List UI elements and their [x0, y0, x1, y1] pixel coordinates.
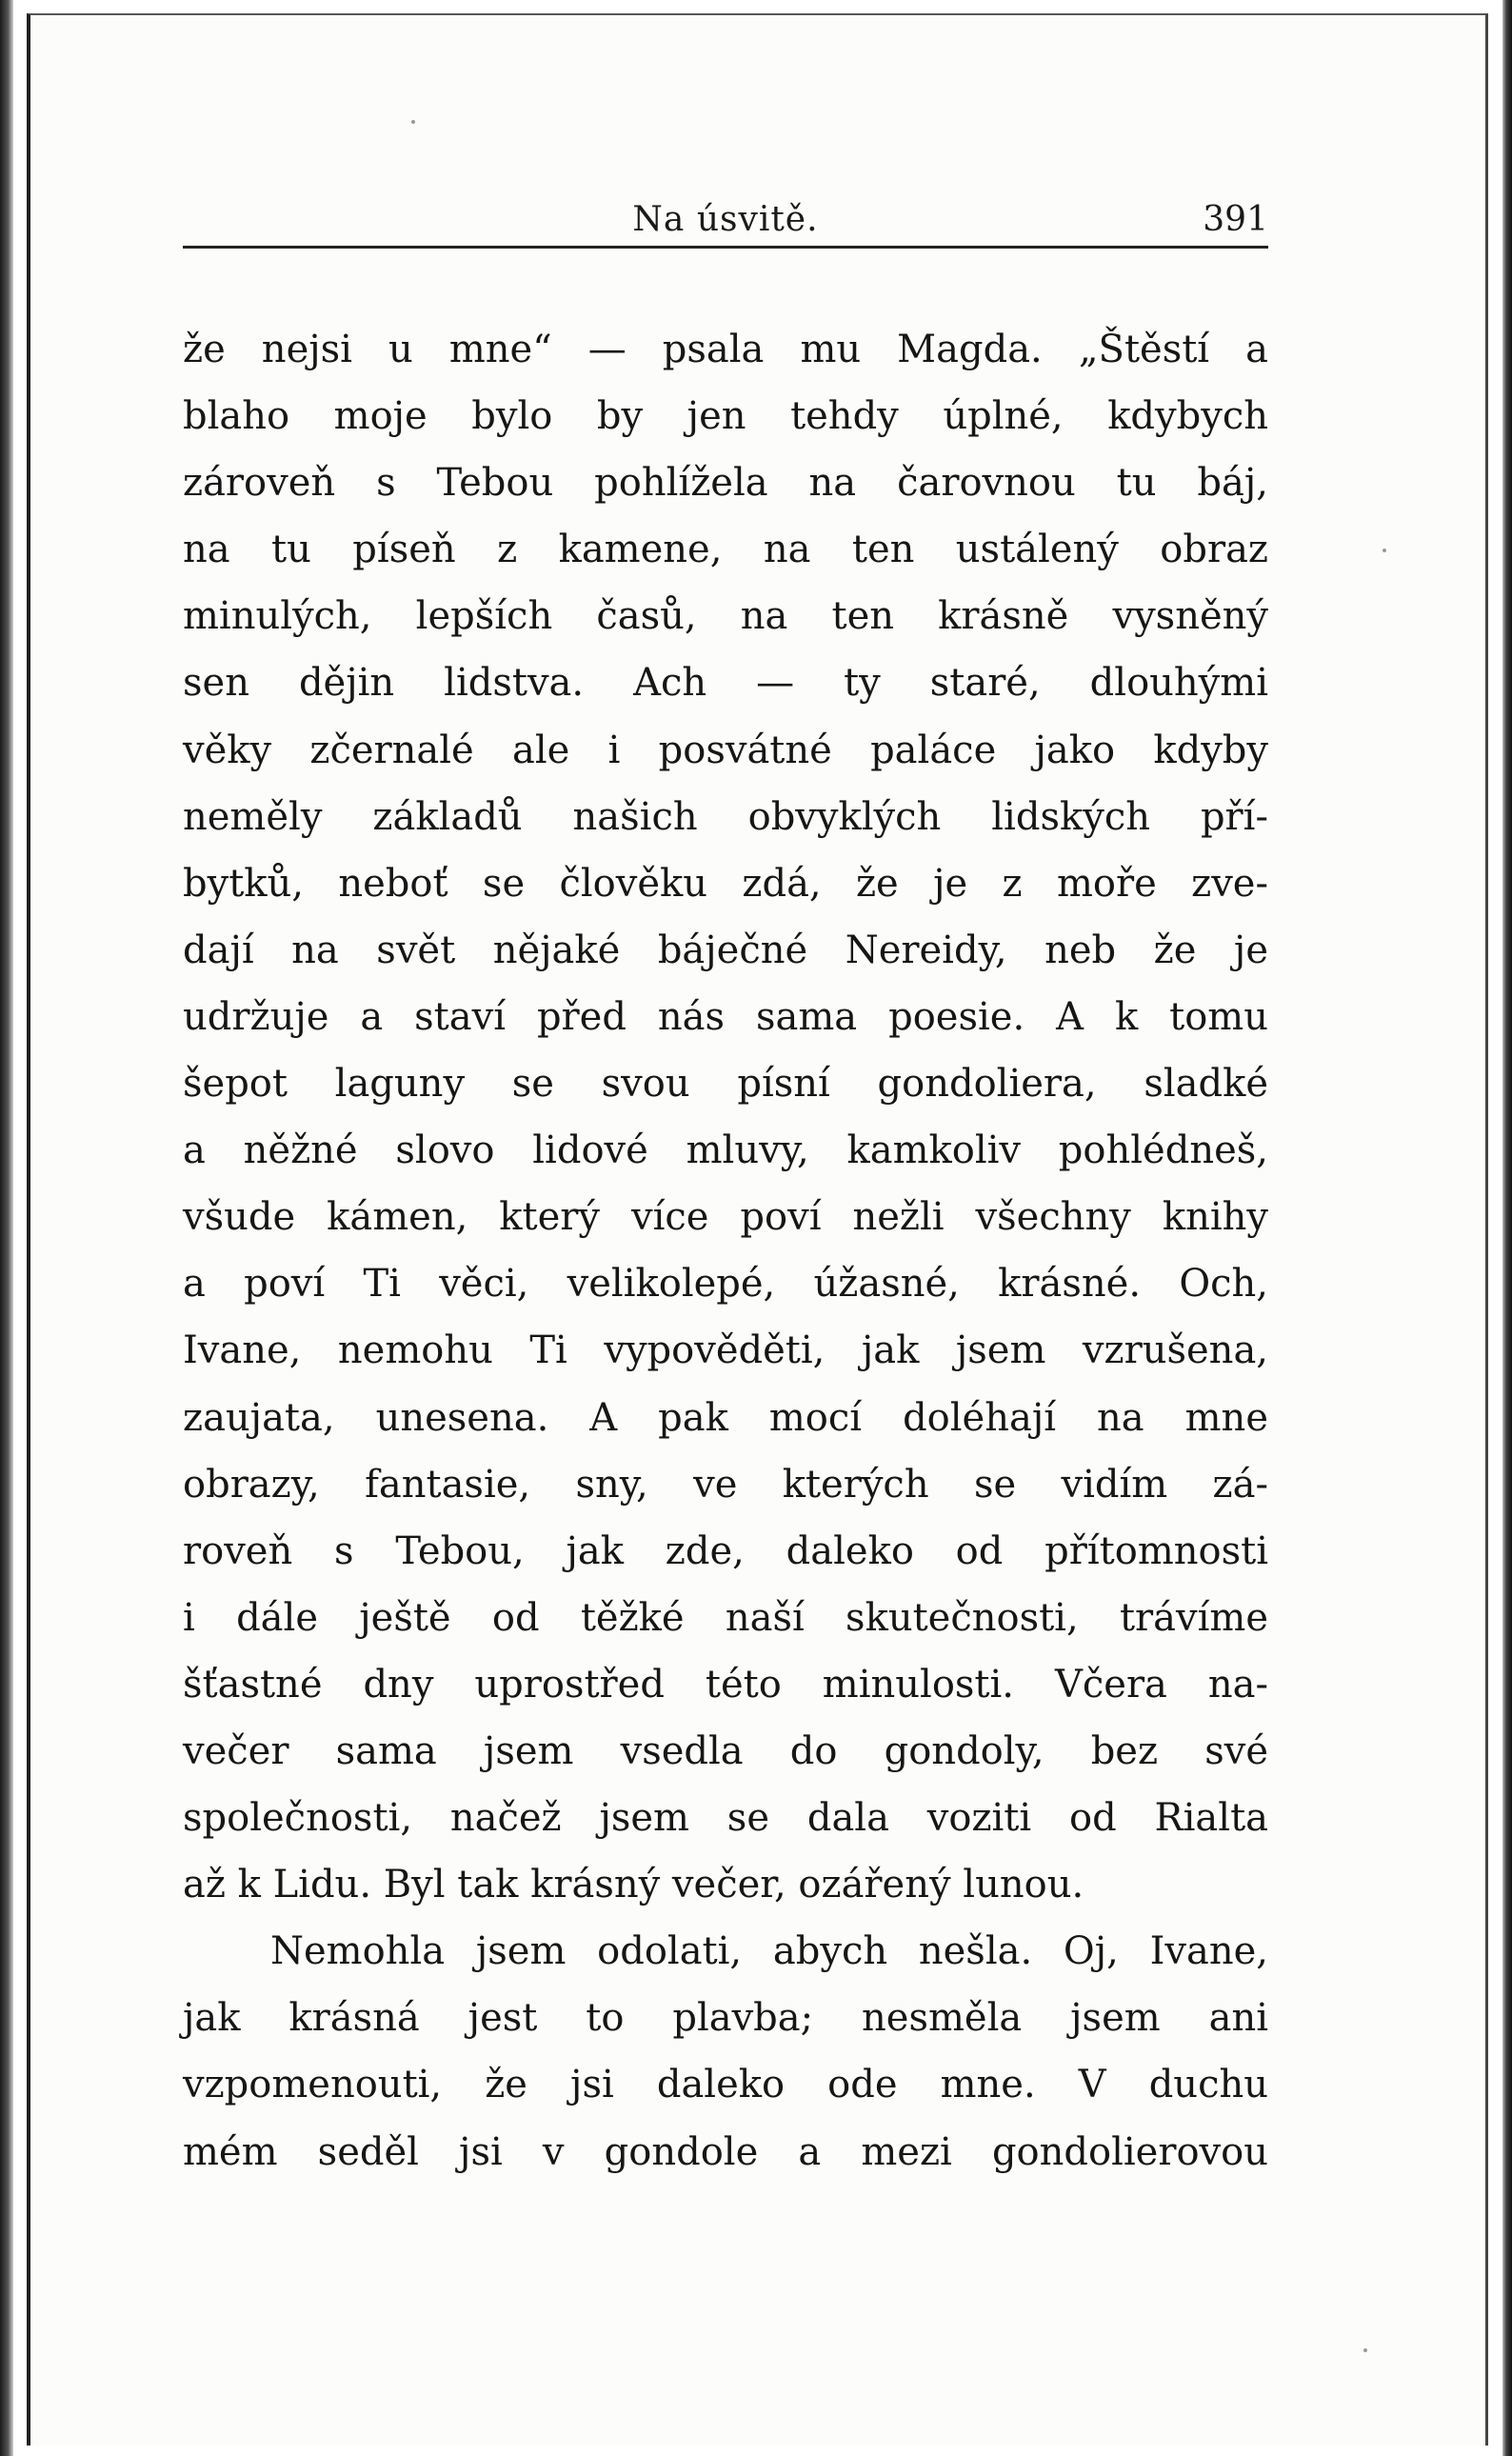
- body-text: [183, 316, 1268, 2186]
- text-line: bytků, neboť se člověku zdá, že je z moře zve-: [183, 861, 1268, 906]
- text-line: dají na svět nějaké báječné Nereidy, neb že je: [183, 928, 1268, 972]
- text-line: zaujata, unesena. A pak mocí doléhají na mne: [183, 1395, 1268, 1440]
- book-spine-shadow: [0, 0, 13, 2456]
- text-line: šťastné dny uprostřed této minulosti. Včera na-: [183, 1662, 1268, 1707]
- text-line: udržuje a staví před nás sama poesie. A k tomu: [183, 994, 1268, 1039]
- header-rule: [183, 246, 1268, 249]
- book-page: [27, 13, 1488, 2446]
- text-line: roveň s Tebou, jak zde, daleko od přítomnosti: [183, 1528, 1268, 1573]
- text-line: minulých, lepších časů, na ten krásně vysněný: [183, 594, 1268, 639]
- text-line: a něžné slovo lidové mluvy, kamkoliv pohlédneš,: [183, 1128, 1268, 1173]
- text-line: mém seděl jsi v gondole a mezi gondolierovou: [183, 2129, 1268, 2174]
- text-line: Nemohla jsem odolati, abych nešla. Oj, Ivane,: [270, 1929, 1268, 1974]
- text-line: neměly základů našich obvyklých lidských pří-: [183, 794, 1268, 839]
- text-line: šepot laguny se svou písní gondoliera, sladké: [183, 1062, 1268, 1107]
- page-number: 391: [1203, 200, 1268, 239]
- running-title: Na úsvitě.: [632, 200, 819, 239]
- text-line: zároveň s Tebou pohlížela na čarovnou tu báj,: [183, 461, 1268, 506]
- page-header: [183, 187, 1268, 244]
- text-line: na tu píseň z kamene, na ten ustálený obraz: [183, 528, 1268, 572]
- text-line: sen dějin lidstva. Ach — ty staré, dlouhými: [183, 661, 1268, 706]
- text-line: a poví Ti věci, velikolepé, úžasné, krásné. Och,: [183, 1262, 1268, 1307]
- text-line: Ivane, nemohu Ti vypověděti, jak jsem vzrušena,: [183, 1328, 1268, 1373]
- text-line: blaho moje bylo by jen tehdy úplné, kdybych: [183, 394, 1268, 439]
- text-line: večer sama jsem vsedla do gondoly, bez své: [183, 1728, 1268, 1773]
- text-line: i dále ještě od těžké naší skutečnosti, trávíme: [183, 1595, 1268, 1640]
- page-edge-shadow: [1502, 0, 1512, 2456]
- text-line: věky zčernalé ale i posvátné paláce jako kdyby: [183, 728, 1268, 772]
- paper-speck: [1363, 2348, 1367, 2352]
- paragraph-2: [183, 1918, 1268, 2185]
- text-line: až k Lidu. Byl tak krásný večer, ozářený lunou.: [183, 1863, 1084, 1907]
- paper-speck: [411, 120, 415, 124]
- text-line: jak krásná jest to plavba; nesměla jsem ani: [183, 1996, 1268, 2041]
- text-line: všude kámen, který více poví nežli všechny knihy: [183, 1195, 1268, 1240]
- text-line: obrazy, fantasie, sny, ve kterých se vidím zá-: [183, 1462, 1268, 1507]
- text-line: že nejsi u mne“ — psala mu Magda. „Štěstí a: [183, 328, 1268, 371]
- paragraph-1: [183, 316, 1268, 1918]
- paper-speck: [1383, 549, 1386, 552]
- text-line: vzpomenouti, že jsi daleko ode mne. V duchu: [183, 2063, 1268, 2107]
- text-line: společnosti, načež jsem se dala voziti od Rialta: [183, 1796, 1268, 1841]
